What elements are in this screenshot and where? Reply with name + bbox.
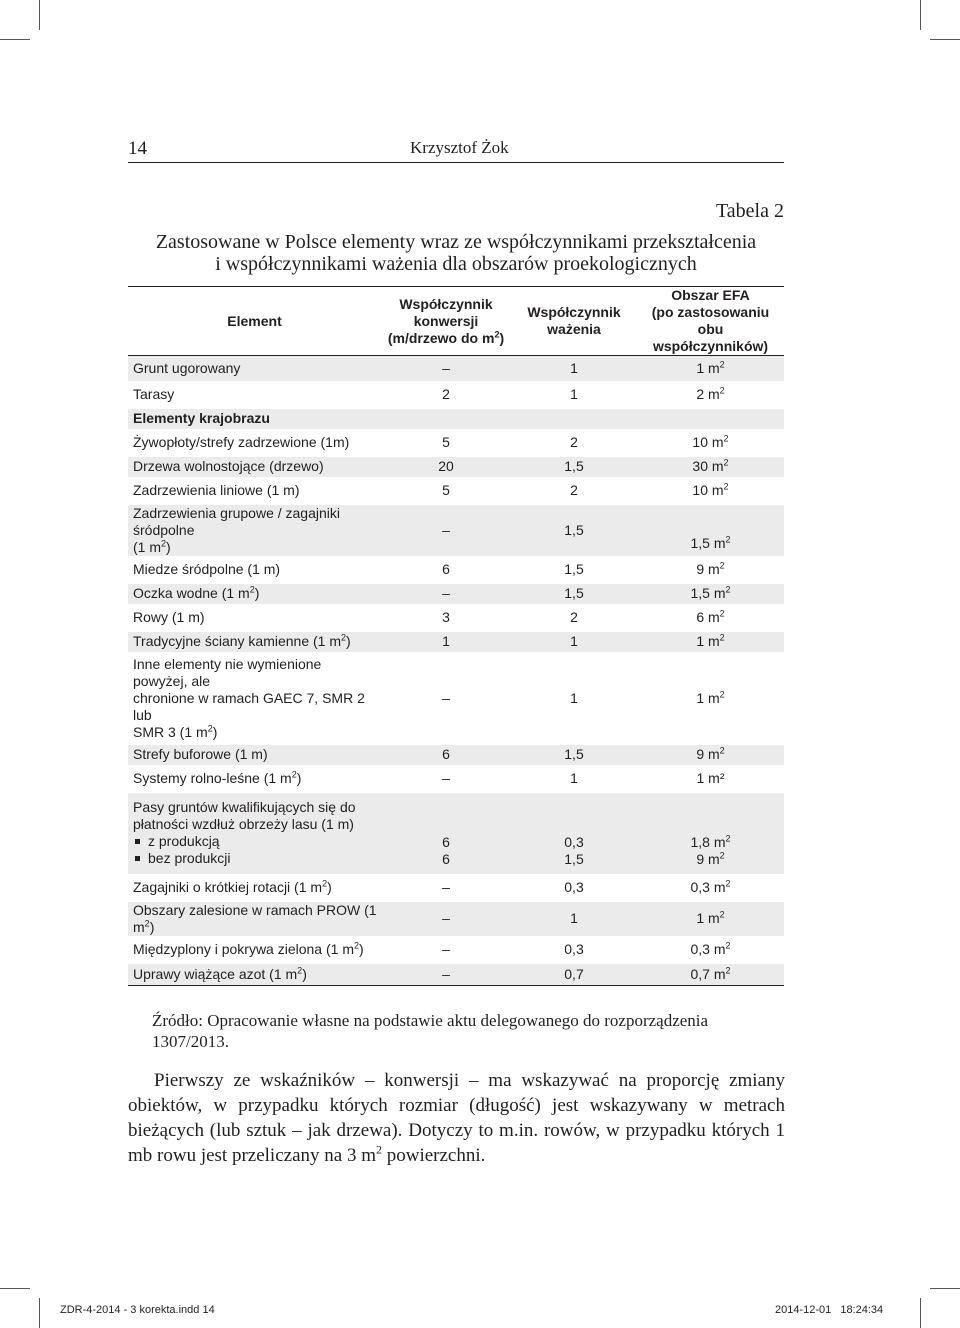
cell-conversion: – (381, 356, 511, 383)
cell-efa (637, 582, 784, 606)
cell-weighting: 1,5 (511, 503, 637, 558)
cell-element: Strefy buforowe (1 m) (128, 743, 381, 767)
header-weighting (511, 287, 637, 356)
table-row (128, 962, 784, 986)
efa-value: 0,3 m (690, 879, 726, 895)
cell-efa (637, 503, 784, 558)
cell-weighting: 1 (570, 386, 578, 402)
header-text: ) (499, 329, 505, 346)
table-row (128, 431, 784, 455)
cell-conversion: – (381, 582, 511, 606)
element-text: ) (254, 585, 260, 601)
body-paragraph (128, 1068, 785, 1168)
element-text: Oczka wodne (1 m (133, 585, 250, 601)
cell-weighting: 2 (570, 434, 578, 450)
header-line: Współczynnik (399, 295, 493, 312)
element-text: Systemy rolno-leśne (1 m (133, 770, 292, 786)
cell-efa (637, 606, 784, 630)
section-label: Elementy krajobrazu (128, 407, 784, 431)
efa-value: 2 m (696, 386, 720, 402)
cell-conversion: – (442, 879, 450, 895)
cell-conversion: 1 (381, 630, 511, 654)
superscript: 2 (249, 584, 255, 595)
cell-weighting (511, 791, 637, 876)
table-row (128, 791, 784, 876)
value-line: 0,3 (564, 833, 584, 850)
element-line: Inne elementy nie wymienione powyżej, ale (133, 655, 322, 689)
cell-element (128, 791, 381, 876)
efa-value: 9 m (696, 746, 720, 762)
superscript: 2 (725, 832, 731, 843)
table-row (128, 767, 784, 791)
table-row (128, 582, 784, 606)
crop-mark (930, 1288, 960, 1289)
superscript: 2 (725, 965, 731, 976)
table-row (128, 479, 784, 503)
cell-conversion: – (381, 962, 511, 986)
table-row (128, 743, 784, 767)
value-line (641, 851, 780, 868)
cell-weighting: 0,3 (564, 879, 584, 895)
efa-value: 0,7 m (690, 965, 726, 982)
cell-efa (637, 479, 784, 503)
table-row (128, 356, 784, 383)
value-line: 6 (442, 833, 450, 850)
cell-weighting: 1 (511, 630, 637, 654)
table-row (128, 455, 784, 479)
header-rule (128, 162, 784, 163)
cell-conversion: 5 (442, 482, 450, 498)
efa-value: 1 m (696, 910, 720, 926)
superscript: 2 (725, 878, 731, 889)
table-source-note (152, 1010, 772, 1052)
table-section-row (128, 407, 784, 431)
value-line: 1,5 (564, 850, 584, 867)
crop-mark (920, 0, 921, 30)
cell-weighting: 1,5 (511, 455, 637, 479)
header-text: (m/drzewo do m (387, 329, 495, 346)
table-row (128, 383, 784, 407)
superscript: 2 (725, 584, 731, 595)
cell-element (128, 938, 381, 962)
cell-weighting: 2 (570, 482, 578, 498)
superscript: 2 (719, 745, 725, 756)
superscript: 2 (719, 560, 725, 571)
table-title-line: Zastosowane w Polsce elementy wraz ze współczynnikami przekształcenia (155, 231, 757, 253)
cell-conversion: – (442, 770, 450, 786)
cell-conversion: 2 (442, 386, 450, 402)
table-row (128, 606, 784, 630)
superscript: 2 (725, 533, 731, 544)
element-line (133, 539, 377, 556)
source-line: Źródło: Opracowanie własne na podstawie aktu delegowanego do rozporządzenia (152, 1011, 709, 1030)
efa-value: 6 m (696, 609, 720, 625)
element-text: Międzyplony i pokrywa zielona (1 m (133, 941, 354, 957)
table-row (128, 654, 784, 743)
cell-element: Żywopłoty/strefy zadrzewione (1m) (133, 434, 350, 450)
cell-efa (637, 356, 784, 383)
table-row (128, 900, 784, 938)
superscript: 2 (725, 940, 731, 951)
table-label: Tabela 2 (715, 200, 784, 222)
print-slug-file: ZDR-4-2014 - 3 korekta.indd 14 (60, 1304, 215, 1316)
element-line: Pasy gruntów kwalifikujących się do (133, 799, 356, 815)
cell-conversion: – (381, 900, 511, 938)
element-text: ) (327, 879, 332, 895)
crop-mark (0, 1288, 30, 1289)
element-line (133, 724, 377, 741)
element-bullet-line (133, 850, 377, 867)
cell-weighting: 1 (511, 356, 637, 383)
table-row (128, 938, 784, 962)
cell-weighting: 1,5 (511, 743, 637, 767)
element-text: ) (212, 723, 218, 740)
cell-weighting: 0,3 (564, 941, 584, 957)
cell-efa: 1 m² (696, 770, 725, 786)
superscript: 2 (723, 457, 729, 468)
efa-value: 1,5 m (690, 534, 726, 551)
superscript: 2 (719, 359, 725, 370)
efa-value: 1 m (696, 633, 720, 649)
cell-efa (637, 938, 784, 962)
cell-element (128, 962, 381, 986)
paragraph (128, 1068, 785, 1168)
cell-efa (637, 455, 784, 479)
superscript: 2 (719, 688, 725, 699)
efa-value: 10 m (692, 434, 724, 450)
cell-weighting: 1,5 (564, 561, 584, 577)
element-text: ) (149, 918, 155, 935)
cell-weighting: 1 (570, 770, 578, 786)
table-row (128, 503, 784, 558)
superscript: 2 (144, 917, 150, 928)
element-text: ) (346, 633, 351, 649)
paragraph-text: Pierwszy ze wskaźników – konwersji – ma wskazywać na proporcję zmiany obiektów, w przypadku których rozmiar (długość) jest wskazywany w metrach bieżących (lub sztuk – jak drzewa). Dotyczy to m.in. rowów, w przypadku których 1 mb rowu jest przeliczany na 3 m (128, 1070, 785, 1166)
table-title (128, 231, 784, 275)
element-line: chronione w ramach GAEC 7, SMR 2 lub (133, 689, 365, 723)
cell-element: Grunt ugorowany (128, 356, 381, 383)
source-line: 1307/2013. (152, 1032, 229, 1051)
element-text: ) (302, 965, 307, 982)
cell-efa (637, 743, 784, 767)
cell-efa (637, 558, 784, 582)
page-number: 14 (128, 138, 147, 159)
header-line: Obszar EFA (671, 287, 750, 303)
superscript: 2 (719, 385, 725, 396)
bullet-icon (135, 856, 140, 861)
efa-table (128, 286, 784, 986)
value-line: 6 (442, 850, 450, 867)
cell-conversion: 3 (442, 609, 450, 625)
cell-element: Rowy (1 m) (133, 609, 205, 625)
crop-mark (920, 1298, 921, 1328)
efa-value: 1,5 m (690, 585, 726, 601)
efa-value: 1 m (696, 359, 720, 376)
efa-value: 9 m (696, 850, 720, 867)
cell-weighting: 2 (570, 609, 578, 625)
header-line: ważenia (547, 321, 601, 337)
superscript: 2 (719, 909, 725, 920)
superscript: 2 (719, 632, 725, 643)
header-conversion (381, 287, 511, 356)
cell-efa (637, 876, 784, 900)
header-element: Element (227, 312, 282, 329)
superscript: 2 (341, 632, 347, 643)
cell-conversion: 20 (381, 455, 511, 479)
cell-conversion: 6 (381, 743, 511, 767)
header-efa (637, 287, 784, 356)
element-text: Obszary zalesione w ramach PROW (1 m (133, 901, 377, 935)
superscript: 2 (353, 940, 359, 951)
cell-element (128, 503, 381, 558)
cell-efa (637, 654, 784, 743)
element-text: Uprawy wiążące azot (1 m (133, 965, 298, 982)
header-line: (po zastosowaniu obu (651, 304, 770, 337)
paragraph-text: powierzchni. (381, 1145, 486, 1166)
cell-weighting: 1 (511, 900, 637, 938)
cell-element (128, 630, 381, 654)
crop-mark (930, 39, 960, 40)
cell-element: Miedze śródpolne (1 m) (133, 561, 281, 577)
superscript: 2 (322, 878, 328, 889)
crop-mark (39, 1298, 40, 1328)
superscript: 2 (297, 965, 303, 976)
header-line: konwersji (413, 312, 479, 329)
crop-mark (0, 39, 30, 40)
element-text: ) (296, 770, 302, 786)
element-text: Tradycyjne ściany kamienne (1 m (133, 633, 342, 649)
cell-element (128, 582, 381, 606)
superscript: 2 (291, 769, 297, 780)
print-slug-date: 2014-12-01 18:24:34 (775, 1304, 884, 1316)
cell-efa (637, 431, 784, 455)
efa-value: 30 m (692, 458, 724, 474)
cell-efa (637, 630, 784, 654)
cell-weighting: 0,7 (511, 962, 637, 986)
cell-conversion (381, 791, 511, 876)
element-text: Zagajniki o krótkiej rotacji (1 m (133, 879, 323, 895)
cell-efa (637, 791, 784, 876)
header-line: Współczynnik (527, 304, 621, 320)
table-row (128, 630, 784, 654)
efa-value: 10 m (692, 482, 724, 498)
cell-weighting: 1 (570, 689, 578, 706)
efa-value: 0,3 m (690, 941, 726, 957)
cell-element (128, 876, 381, 900)
table-row (128, 876, 784, 900)
table-header-row (128, 287, 784, 356)
cell-conversion: – (381, 503, 511, 558)
element-text: ) (166, 538, 171, 555)
efa-value: 1 m (696, 689, 720, 706)
element-line: Zadrzewienia grupowe / zagajniki śródpolne (133, 504, 340, 538)
bullet-icon (135, 839, 140, 844)
cell-element: Zadrzewienia liniowe (1 m) (133, 482, 300, 498)
superscript: 2 (723, 481, 729, 492)
element-text: z produkcją (148, 833, 220, 849)
cell-conversion: 6 (442, 561, 450, 577)
efa-value: 1,8 m (690, 833, 726, 850)
header-line (385, 330, 507, 347)
table-row (128, 558, 784, 582)
efa-value: 9 m (696, 561, 720, 577)
header-line: współczynników) (652, 338, 769, 354)
element-text: ) (359, 941, 364, 957)
cell-element: Tarasy (133, 386, 175, 402)
cell-efa (637, 962, 784, 986)
superscript: 2 (723, 433, 729, 444)
value-line (641, 834, 780, 851)
cell-conversion: 5 (442, 434, 450, 450)
cell-conversion: – (442, 689, 450, 706)
crop-mark (39, 0, 40, 30)
cell-element (128, 900, 381, 938)
table-title-line: i współczynnikami ważenia dla obszarów proekologicznych (215, 253, 697, 275)
cell-efa (637, 900, 784, 938)
superscript: 2 (719, 608, 725, 619)
element-text: SMR 3 (1 m (133, 723, 208, 740)
cell-efa (637, 383, 784, 407)
superscript: 2 (719, 849, 725, 860)
cell-element (128, 767, 381, 791)
element-text: bez produkcji (148, 850, 231, 866)
superscript: 2 (494, 328, 500, 339)
cell-weighting: 1,5 (511, 582, 637, 606)
element-bullet-line (133, 833, 377, 850)
superscript: 2 (375, 1142, 382, 1157)
element-text: (1 m (133, 538, 161, 555)
superscript: 2 (161, 537, 167, 548)
cell-conversion: – (442, 941, 450, 957)
running-head: Krzysztof Żok (410, 138, 509, 157)
cell-element: Drzewa wolnostojące (drzewo) (128, 455, 381, 479)
element-line: płatności wzdłuż obrzeży lasu (1 m) (133, 816, 354, 832)
cell-element (128, 654, 381, 743)
superscript: 2 (207, 722, 213, 733)
